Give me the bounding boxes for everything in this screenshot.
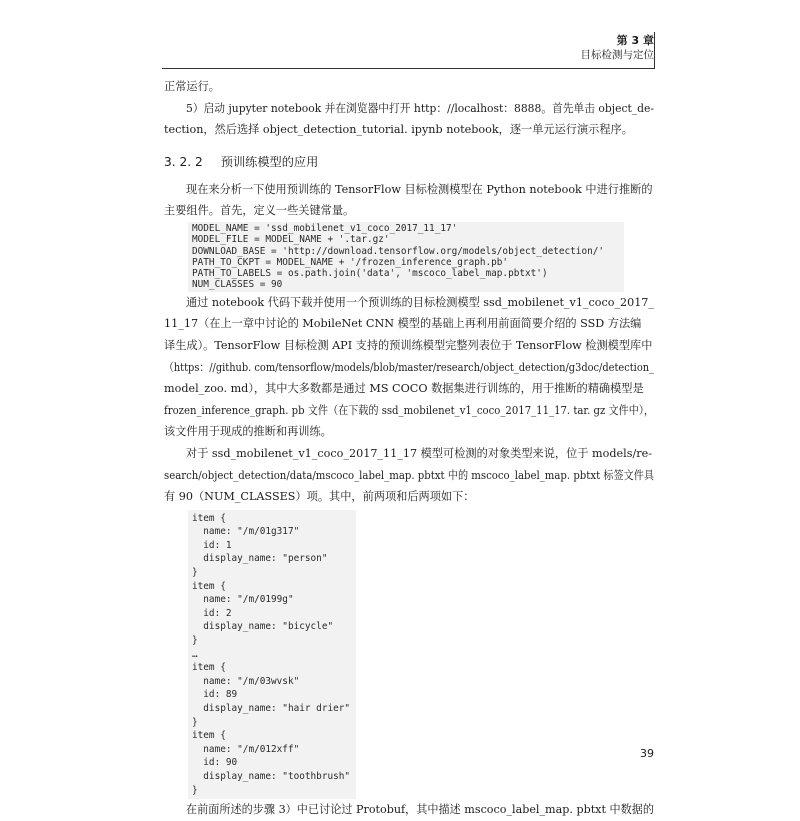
- text-line: 5）启动 jupyter notebook 并在浏览器中打开 http：//localhost：8888。首先单击 object_de-: [186, 101, 654, 115]
- paragraph-6: [164, 799, 654, 821]
- paragraph-5: [164, 443, 654, 508]
- code-line: name: "/m/03wvsk": [192, 675, 300, 687]
- code-line: PATH_TO_LABELS = os.path.join('data', 'mscoco_label_map.pbtxt'): [192, 268, 548, 280]
- paragraph-3: [164, 179, 654, 222]
- code-line: …: [192, 648, 198, 660]
- code-line: display_name: "hair drier": [192, 703, 351, 714]
- chapter-title: 目标检测与定位: [580, 49, 654, 61]
- code-line: display_name: "toothbrush": [192, 770, 351, 782]
- code-line: }: [192, 567, 198, 579]
- code-line: display_name: "person": [192, 553, 328, 565]
- text-line: 在前面所述的步骤 3）中已讨论过 Protobuf，其中描述 mscoco_label_map. pbtxt 中数据的: [186, 803, 654, 817]
- code-block-constants: [188, 222, 624, 292]
- text-line: 主要组件。首先，定义一些关键常量。: [164, 204, 355, 218]
- code-block-label-map: [188, 510, 356, 799]
- code-line: }: [192, 784, 198, 796]
- code-line: item {: [192, 730, 226, 742]
- text-line: 正常运行。: [164, 80, 220, 93]
- code-line: MODEL_NAME = 'ssd_mobilenet_v1_coco_2017_11_17': [192, 222, 458, 234]
- text-line: model_zoo. md），其中大多数都是通过 MS COCO 数据集进行训练的，用于推断的精确模型是: [164, 382, 644, 396]
- text-line: 现在来分析一下使用预训练的 TensorFlow 目标检测模型在 Python notebook 中进行推断的: [186, 182, 653, 196]
- text-line: tection，然后选择 object_detection_tutorial. ipynb notebook，逐一单元运行演示程序。: [164, 123, 633, 137]
- page-body: [164, 76, 654, 821]
- section-number: 3. 2. 2: [164, 154, 203, 169]
- code-line: display_name: "bicycle": [192, 621, 334, 633]
- code-line: name: "/m/012xff": [192, 743, 300, 755]
- text-line: （https：//github. com/tensorflow/models/blob/master/research/object_detection/g3doc/detection_: [164, 360, 654, 374]
- text-line: search/object_detection/data/mscoco_label_map. pbtxt 中的 mscoco_label_map. pbtxt 标签文件具: [164, 468, 654, 482]
- text-line: 通过 notebook 代码下载并使用一个预训练的目标检测模型 ssd_mobilenet_v1_coco_2017_: [186, 295, 654, 309]
- paragraph-4: [164, 292, 654, 443]
- text-line: 11_17（在上一章中讨论的 MobileNet CNN 模型的基础上再利用前面简要介绍的 SSD 方法编: [164, 317, 642, 331]
- code-line: item {: [192, 580, 226, 592]
- code-line: name: "/m/01g317": [192, 526, 300, 538]
- chapter-label: 第 3 章: [616, 34, 654, 47]
- text-line: 该文件用于现成的推断和再训练。: [164, 425, 332, 439]
- code-line: MODEL_FILE = MODEL_NAME + '.tar.gz': [192, 234, 390, 246]
- text-line: 译生成）。TensorFlow 目标检测 API 支持的预训练模型完整列表位于 TensorFlow 检测模型库中: [164, 338, 653, 352]
- paragraph-1: [164, 76, 654, 98]
- page-number: 39: [640, 747, 654, 760]
- code-line: id: 90: [192, 757, 238, 769]
- header-rule: [162, 68, 654, 69]
- code-line: item {: [192, 662, 226, 674]
- text-line: frozen_inference_graph. pb 文件（在下载的 ssd_mobilenet_v1_coco_2017_11_17. tar. gz 文件中），: [164, 403, 654, 417]
- code-line: id: 1: [192, 539, 232, 551]
- text-line: 对于 ssd_mobilenet_v1_coco_2017_11_17 模型可检测的对象类型来说，位于 models/re-: [186, 446, 653, 460]
- code-line: name: "/m/0199g": [192, 594, 294, 606]
- code-line: id: 2: [192, 607, 232, 619]
- section-heading: [164, 151, 654, 173]
- code-line: item {: [192, 512, 226, 524]
- header-vertical-rule: [654, 32, 655, 69]
- code-line: }: [192, 635, 198, 647]
- running-header: [566, 34, 654, 62]
- section-title: 预训练模型的应用: [220, 154, 319, 169]
- code-line: NUM_CLASSES = 90: [192, 279, 283, 291]
- code-line: DOWNLOAD_BASE = 'http://download.tensorflow.org/models/object_detection/': [192, 245, 605, 257]
- code-line: }: [192, 716, 198, 728]
- code-line: PATH_TO_CKPT = MODEL_NAME + '/frozen_inference_graph.pb': [192, 256, 509, 268]
- text-line: 有 90（NUM_CLASSES）项。其中，前两项和后两项如下：: [164, 490, 475, 504]
- paragraph-2: [164, 98, 654, 141]
- code-line: id: 89: [192, 689, 238, 701]
